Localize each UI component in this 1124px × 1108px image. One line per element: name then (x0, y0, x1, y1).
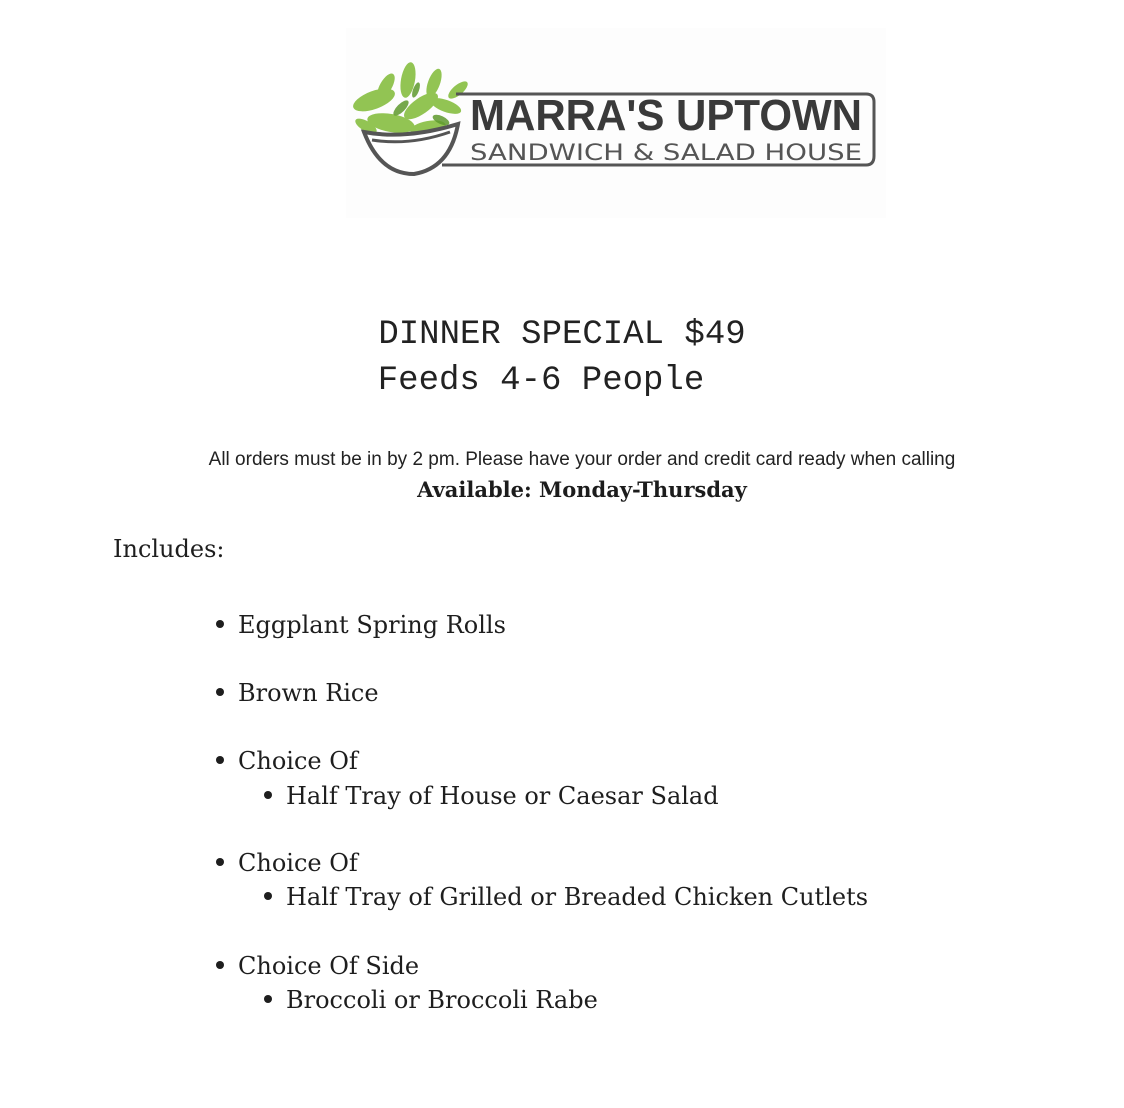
bullet-icon (216, 961, 224, 969)
special-serving: Feeds 4-6 People (377, 362, 705, 400)
bullet-icon (216, 756, 224, 764)
list-item: Brown Rice (216, 678, 379, 708)
bullet-icon (216, 620, 224, 628)
list-item: Choice Of Side (216, 951, 419, 981)
includes-label: Includes: (113, 535, 225, 563)
bullet-icon (216, 858, 224, 866)
list-item: Eggplant Spring Rolls (216, 610, 506, 640)
bullet-icon (264, 892, 272, 900)
bullet-icon (264, 791, 272, 799)
availability-note: Available: Monday-Thursday (417, 477, 747, 502)
list-item: Choice Of (216, 848, 358, 878)
sub-list-item: Broccoli or Broccoli Rabe (264, 985, 598, 1015)
special-heading (0, 312, 1124, 404)
order-notice: All orders must be in by 2 pm. Please have your order and credit card ready when calling (208, 449, 956, 470)
logo (346, 28, 886, 218)
salad-bowl-icon (346, 28, 886, 218)
list-item: Choice Of (216, 746, 358, 776)
sub-list-item: Half Tray of House or Caesar Salad (264, 781, 719, 811)
sub-list-item: Half Tray of Grilled or Breaded Chicken Cutlets (264, 882, 868, 912)
brand-name: MARRA'S UPTOWN (470, 91, 862, 140)
bullet-icon (216, 688, 224, 696)
bullet-icon (264, 995, 272, 1003)
special-title: DINNER SPECIAL $49 (378, 316, 746, 354)
brand-tagline: SANDWICH & SALAD HOUSE (470, 141, 862, 166)
